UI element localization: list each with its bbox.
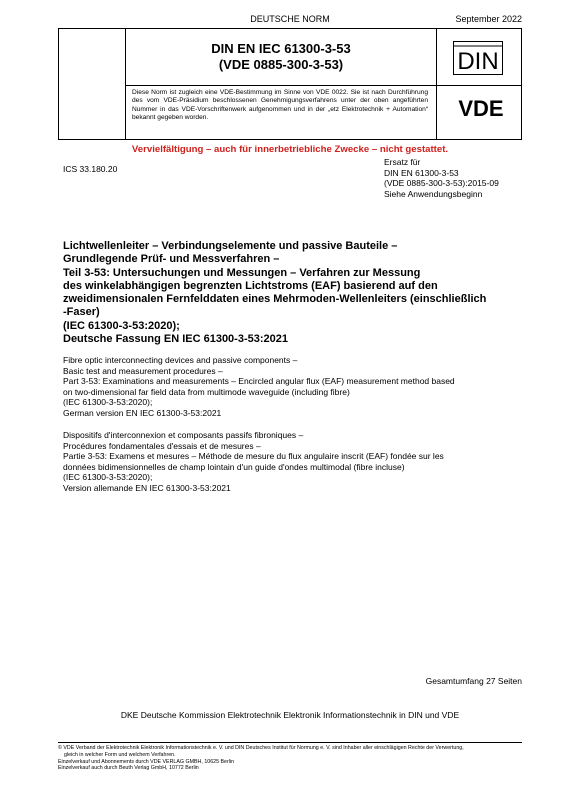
din-logo-text: DIN [457,48,499,75]
total-pages: Gesamtumfang 27 Seiten [425,676,522,686]
ics-code: ICS 33.180.20 [63,164,118,174]
replacement-line: Ersatz für [384,157,421,167]
title-english-line: Part 3-53: Examinations and measurements – Encircled angular flux (EAF) measurement method based [63,376,455,387]
footer-line: Einzelverkauf und Abonnements durch VDE VERLAG GMBH, 10625 Berlin [58,758,235,765]
frame-divider-right [436,29,437,139]
top-header [58,14,522,28]
title-french [63,430,525,494]
copyright-footer [58,745,528,772]
footer-divider [58,742,522,743]
reproduction-notice: Vervielfältigung – auch für innerbetriebliche Zwecke – nicht gestattet. [131,144,449,155]
publication-date: September 2022 [455,14,522,24]
standard-number-vde: (VDE 0885-300-3-53) [218,57,344,72]
replacement-info [384,157,499,199]
title-french-line: (IEC 61300-3-53:2020); [63,472,153,483]
title-german-line: Grundlegende Prüf- und Messverfahren – [63,253,280,266]
title-german-line: Deutsche Fassung EN IEC 61300-3-53:2021 [63,333,288,346]
frame-divider-horizontal [125,85,521,86]
document-category: DEUTSCHE NORM [250,14,330,24]
committee-name: DKE Deutsche Kommission Elektrotechnik Elektronik Informationstechnik in DIN und VDE [120,710,460,720]
title-french-line: Partie 3-53: Examens et mesures – Méthode de mesure du flux angulaire inscrit (EAF) fondée sur les [63,451,444,462]
din-logo [453,41,503,75]
title-english-line: on two-dimensional far field data from multimode waveguide (including fibre) [63,386,350,397]
title-english [63,355,525,419]
title-german-line: des winkelabhängigen begrenzten Lichtstroms (EAF) basierend auf den [63,279,438,292]
standard-number [126,41,436,73]
title-english-line: Basic test and measurement procedures – [63,365,223,376]
replacement-line: Siehe Anwendungsbeginn [384,188,483,199]
standard-number-din: DIN EN IEC 61300-3-53 [211,41,351,56]
replacement-line: DIN EN 61300-3-53 [384,167,459,178]
title-german-line: (IEC 61300-3-53:2020); [63,319,180,332]
footer-line: © VDE Verband der Elektrotechnik Elektronik Informationstechnik e. V. und DIN Deutsches Institut für Normung e. V. sind Inhaber aller einschlägigen Rechte der Verwertung, [58,745,464,751]
title-german-line: zweidimensionalen Fernfelddaten eines Mehrmoden-Wellenleiters (einschließlich [63,293,487,306]
title-german-line: Lichtwellenleiter – Verbindungselemente und passive Bauteile – [63,240,398,252]
vde-logo-text: VDE [458,97,504,119]
title-english-line: Fibre optic interconnecting devices and passive components – [63,355,298,365]
title-frame [58,28,522,140]
footer-line: Einzelverkauf auch durch Beuth Verlag GmbH, 10772 Berlin [58,765,199,772]
title-french-line: données bidimensionnelles de champ lointain d'un guide d'ondes multimodal (fibre incluse) [63,461,405,472]
title-german-line: -Faser) [63,306,100,319]
vde-note: Diese Norm ist zugleich eine VDE-Bestimmung im Sinne von VDE 0022. Sie ist nach Durchführung des vom VDE-Präsidium beschlossenen Genehmigungsverfahrens unter der oben angeführten Nummer in das VDE-Vorschriftenwerk aufgenommen und in der „etz Elektrotechnik + Automation“ bekannt gegeben worden. [132,89,428,121]
title-german [63,240,525,346]
title-french-line: Procédures fondamentales d'essais et de mesures – [63,440,261,451]
title-english-line: German version EN IEC 61300-3-53:2021 [63,407,222,418]
title-german-line: Teil 3-53: Untersuchungen und Messungen – Verfahren zur Messung [63,266,421,279]
title-english-line: (IEC 61300-3-53:2020); [63,397,153,408]
title-french-line: Version allemande EN IEC 61300-3-53:2021 [63,482,231,493]
footer-line: gleich in welcher Form und welchem Verfahren. [64,751,176,758]
replacement-line: (VDE 0885-300-3-53):2015-09 [384,178,499,188]
title-french-line: Dispositifs d'interconnexion et composants passifs fibroniques – [63,430,304,440]
vde-logo [449,97,513,119]
